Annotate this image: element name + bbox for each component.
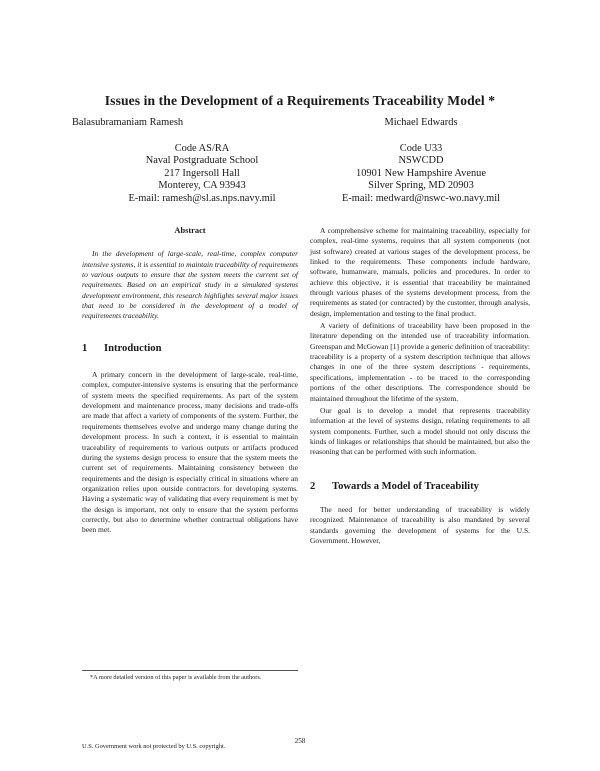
paragraph: The need for better understanding of traceability is widely recognized. Maintenance of traceability is also mandated by several standards governing the development of systems for the U.S. Government. However, — [310, 504, 530, 545]
paragraph: Our goal is to develop a model that represents traceability information at the level of systems design, relating requirements to all system components. Further, such a model should not only discuss the kinds of linkages or relationships that should be maintained, but also the reasoning that can be performed with such information. — [310, 405, 530, 457]
paper-title: Issues in the Development of a Requirements Traceability Model * — [104, 93, 496, 108]
author-name: Michael Edwards — [384, 117, 458, 128]
affiliation-line: E-mail: medward@nswc-wo.navy.mil — [341, 192, 501, 204]
affiliation-line: Code AS/RA — [174, 142, 230, 154]
paragraph: A primary concern in the development of large-scale, real-time, complex, computer-intensive systems is ensuring that the performance of system meets the specified requirements. As part of the system development and maintenance process, many decisions and trade-offs are made that affect a variety of components of the system. Further, the requirements themselves evolve and undergo many change during the development process. In such a context, it is essential to maintain traceability of requirements to various outputs or artifacts produced during the systems design process to ensure that the system meets the current set of requirements. Maintaining consistency between the requirements and the design is especially critical in situations where an organization relies upon outside contractors for developing systems. Having a systematic way of validating that every requirement is met by the design is important, not only to ensure that the system performs correctly, but also to determine whether contractual obligations have been met. — [82, 370, 298, 535]
author-block-2 — [311, 117, 531, 206]
paragraph: A comprehensive scheme for maintaining traceability, especially for complex, real-time systems, requires that all system components (not just software) created at various stages of the development process, be linked to the requirements. These components include hardware, software, humanware, manuals, policies and procedures. In order to achieve this objective, it is essential that traceability be maintained through various phases of the systems development process, from the requirements as stated (or contracted) by the customer, through analysis, design, implementation and testing to the final product. — [310, 226, 530, 318]
affiliation-line: E-mail: ramesh@sl.as.nps.navy.mil — [128, 192, 276, 204]
section-heading-introduction — [82, 344, 298, 354]
author-name: Balasubramaniam Ramesh — [72, 117, 184, 128]
section-number: 1 — [82, 342, 88, 354]
author-affiliation — [311, 143, 531, 206]
section-title: Towards a Model of Traceability — [332, 480, 479, 492]
paragraph: A variety of definitions of traceability have been proposed in the literature depending on the intended use of traceability information. Greenspan and McGowan [1] provide a generic definition of traceability: traceability is a property of a system description technique that allows changes in one of the three system descriptions - requirements, specifications, implementation - to be traced to the corresponding portions of the other descriptions. The correspondence should be maintained throughout the lifetime of the system. — [310, 321, 530, 403]
section-heading-towards-model — [310, 482, 530, 492]
section-number: 2 — [310, 480, 316, 492]
affiliation-line: Code U33 — [399, 142, 443, 154]
footnote-text: *A more detailed version of this paper is available from the authors. — [90, 674, 262, 681]
abstract-text: In the development of large-scale, real-time, complex computer intensive systems, it is essential to maintain traceability of requirements to various outputs to ensure that the system meets the current set of requirements. Based on an empirical study in a simulated systems development environment, this research highlights several major issues that need to be considered in the development of a model of requirements traceability. — [82, 249, 298, 321]
author-affiliation — [72, 143, 332, 206]
affiliation-line: Silver Spring, MD 20903 — [368, 180, 474, 192]
author-block-1 — [72, 117, 332, 206]
copyright-notice: U.S. Government work not protected by U.S. copyright. — [82, 743, 226, 750]
affiliation-line: Monterey, CA 93943 — [158, 180, 246, 192]
page-number: 258 — [294, 737, 306, 745]
right-column — [310, 226, 530, 548]
affiliation-line: 10901 New Hampshire Avenue — [356, 167, 486, 179]
section-title: Introduction — [104, 342, 162, 354]
left-column — [82, 226, 298, 538]
abstract-heading: Abstract — [174, 226, 206, 235]
footnote — [82, 670, 298, 682]
affiliation-line: 217 Ingersoll Hall — [164, 167, 240, 179]
affiliation-line: NSWCDD — [398, 155, 444, 167]
affiliation-line: Naval Postgraduate School — [145, 155, 259, 167]
